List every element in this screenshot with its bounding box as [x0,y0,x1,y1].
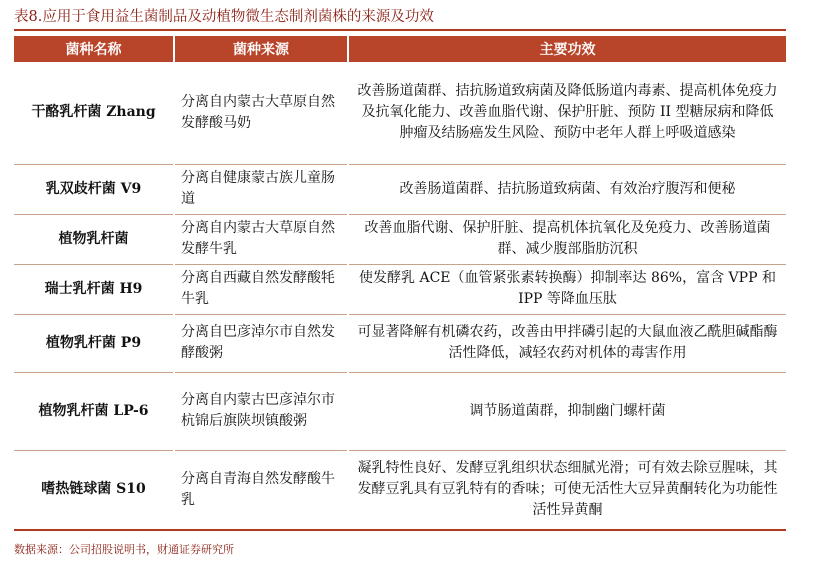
header-strain-name: 菌种名称 [14,36,174,62]
strain-source-cell: 分离自青海自然发酵酸牛乳 [174,450,348,530]
strain-effect-cell: 改善肠道菌群、拮抗肠道致病菌、有效治疗腹泻和便秘 [348,164,786,214]
strain-source-cell: 分离自内蒙古大草原自然发酵酸马奶 [174,62,348,164]
table-row [14,164,786,214]
table-row [14,450,786,530]
table-row [14,214,786,264]
header-main-effect: 主要功效 [348,36,786,62]
strain-source-cell: 分离自内蒙古大草原自然发酵牛乳 [174,214,348,264]
strain-name-cell: 植物乳杆菌 LP-6 [14,372,174,450]
strain-name-cell: 植物乳杆菌 P9 [14,314,174,372]
strain-source-cell: 分离自内蒙古巴彦淖尔市杭锦后旗陕坝镇酸粥 [174,372,348,450]
strain-name-cell: 嗜热链球菌 S10 [14,450,174,530]
table-header-row [14,36,786,62]
strain-name-cell: 瑞士乳杆菌 H9 [14,264,174,314]
strain-source-cell: 分离自西藏自然发酵酸牦牛乳 [174,264,348,314]
strain-effect-cell: 可显著降解有机磷农药，改善由甲拌磷引起的大鼠血液乙酰胆碱酯酶活性降低，减轻农药对机体的毒害作用 [348,314,786,372]
table-row [14,62,786,164]
strain-effect-cell: 使发酵乳 ACE（血管紧张素转换酶）抑制率达 86%，富含 VPP 和 IPP 等降血压肽 [348,264,786,314]
strain-source-cell: 分离自巴彦淖尔市自然发酵酸粥 [174,314,348,372]
strain-name-cell: 乳双歧杆菌 V9 [14,164,174,214]
table-row [14,372,786,450]
strain-effect-cell: 改善血脂代谢、保护肝脏、提高机体抗氧化及免疫力、改善肠道菌群、减少腹部脂肪沉积 [348,214,786,264]
strain-name-cell: 干酪乳杆菌 Zhang [14,62,174,164]
strain-name-cell: 植物乳杆菌 [14,214,174,264]
table-row [14,264,786,314]
source-note: 数据来源：公司招股说明书，财通证券研究所 [14,543,234,556]
strain-table [14,36,786,531]
strain-source-cell: 分离自健康蒙古族儿童肠道 [174,164,348,214]
table-title: 表8.应用于食用益生菌制品及动植物微生态制剂菌株的来源及功效 [14,9,434,25]
strain-effect-cell: 改善肠道菌群、拮抗肠道致病菌及降低肠道内毒素、提高机体免疫力及抗氧化能力、改善血脂代谢、保护肝脏、预防 II 型糖尿病和降低肿瘤及结肠癌发生风险、预防中老年人群上呼吸道感染 [348,62,786,164]
header-strain-source: 菌种来源 [174,36,348,62]
strain-effect-cell: 调节肠道菌群，抑制幽门螺杆菌 [348,372,786,450]
title-divider [14,29,786,31]
table-row [14,314,786,372]
strain-effect-cell: 凝乳特性良好、发酵豆乳组织状态细腻光滑；可有效去除豆腥味，其发酵豆乳具有豆乳特有的香味；可使无活性大豆异黄酮转化为功能性活性异黄酮 [348,450,786,530]
